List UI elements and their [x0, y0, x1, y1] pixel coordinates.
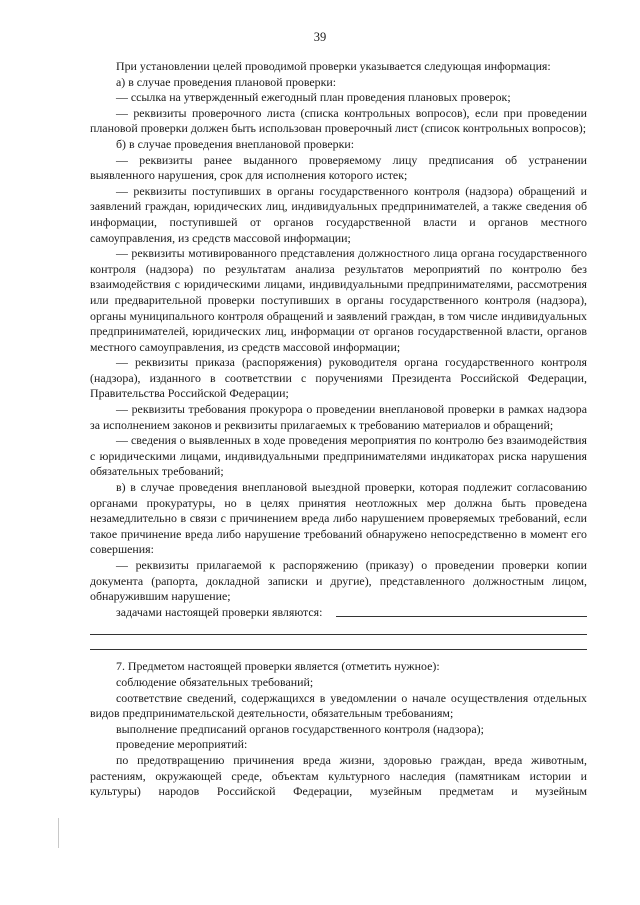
subject-section — [90, 659, 587, 799]
paragraph-s7a: соблюдение обязательных требований; — [116, 674, 314, 689]
paragraph-a1: — ссылка на утвержденный ежегодный план проведения плановых проверок; — [116, 90, 511, 105]
paragraph-v: в) в случае проведения внеплановой выездной проверки, которая подлежит согласованию органами прокуратуры, но в целях принятия неотложных мер должна быть проведена незамедлительно в связи с причинением вреда либо нарушением проверяемых требований, если такое причинение вреда либо нарушение требований обнаружено непосредственно в момент его совершения: — [90, 480, 587, 557]
paragraph-b: б) в случае проведения внеплановой проверки: — [116, 136, 355, 151]
blank-line — [90, 622, 587, 635]
section-gap — [90, 650, 587, 659]
paragraph-s7: 7. Предметом настоящей проверки является (отметить нужное): — [116, 659, 440, 674]
paragraph-b5: — реквизиты требования прокурора о проведении внеплановой проверки в рамках надзора за исполнением законов и реквизиты прилагаемых к требованию материалов и обращений; — [90, 402, 587, 432]
blank-line — [90, 637, 587, 650]
paragraph-b2: — реквизиты поступивших в органы государственного контроля (надзора) обращений и заявлений граждан, юридических лиц, индивидуальных предпринимателей, а также сведения об информации, поступившей от органов государственной власти и органов местного самоуправления, из средств массовой информации; — [90, 183, 587, 245]
page-number: 39 — [313, 30, 327, 44]
paragraph-s7e: по предотвращению причинения вреда жизни, здоровью граждан, вреда животным, растениям, окружающей среде, объектам культурного наследия (памятникам истории и культуры) народов Российской Федерации, музейным предметам и музейным — [90, 752, 587, 799]
tasks-row — [90, 605, 587, 621]
paragraph-b3: — реквизиты мотивированного представления должностного лица органа государственного контроля (надзора) по результатам анализа результатов мероприятий по контролю без взаимодействия с юридическими лицами, индивидуальными предпринимателями, рассмотрения или предварительной проверки поступивших в органы государственного контроля (надзора), органы муниципального контроля обращений и заявлений граждан, в том числе индивидуальных предпринимателей, юридических лиц, информации от органов государственной власти, органов местного самоуправления, из средств массовой информации; — [90, 246, 587, 354]
document-body — [90, 59, 587, 800]
paragraph-a: а) в случае проведения плановой проверки: — [116, 74, 337, 89]
tasks-label: задачами настоящей проверки являются: — [116, 604, 323, 619]
paragraph-b6: — сведения о выявленных в ходе проведения мероприятия по контролю без взаимодействия с юридическими лицами, индивидуальными предпринимателями индикаторах риска нарушения обязательных требований; — [90, 433, 587, 479]
paragraph-b4: — реквизиты приказа (распоряжения) руководителя органа государственного контроля (надзора), изданного в соответствии с поручениями Президента Российской Федерации, Правительства Российской Федерации; — [90, 355, 587, 401]
goals-section — [90, 59, 587, 605]
paragraph-a2: — реквизиты проверочного листа (списка контрольных вопросов), если при проведении плановой проверки должен быть использован проверочный лист (список контрольных вопросов); — [90, 105, 587, 136]
paragraph-s7b: соответствие сведений, содержащихся в уведомлении о начале осуществления отдельных видов предпринимательской деятельности, обязательным требованиям; — [90, 690, 587, 721]
margin-mark — [58, 818, 59, 848]
paragraph-v1: — реквизиты прилагаемой к распоряжению (приказу) о проведении проверки копии документа (рапорта, докладной записки и другие), представленного должностным лицом, обнаружившим нарушение; — [90, 558, 587, 604]
paragraph-b1: — реквизиты ранее выданного проверяемому лицу предписания об устранении выявленного нарушения, срок для исполнения которого истек; — [90, 152, 587, 183]
paragraph-s7d: проведение мероприятий: — [116, 737, 248, 752]
tasks-fill-line — [336, 616, 587, 617]
paragraph-s7c: выполнение предписаний органов государственного контроля (надзора); — [116, 721, 484, 736]
paragraph-intro: При установлении целей проводимой проверки указывается следующая информация: — [116, 59, 551, 73]
